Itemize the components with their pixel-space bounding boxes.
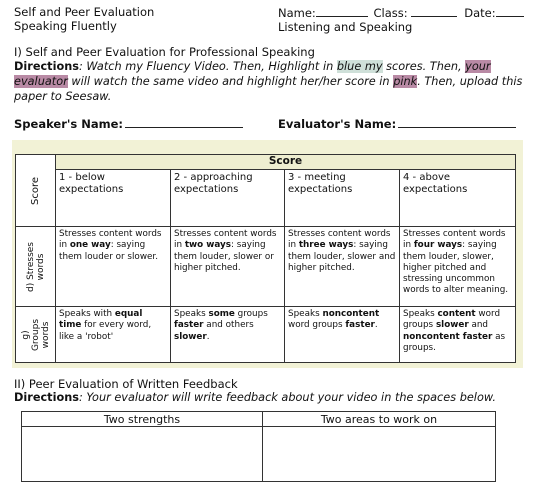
cell-text: Speaks with: [59, 309, 115, 319]
date-field[interactable]: [496, 5, 524, 17]
title-line-1: Self and Peer Evaluation: [14, 5, 155, 19]
level-2[interactable]: [171, 170, 285, 227]
cell-text: .: [206, 331, 210, 342]
cell-bold: slower: [174, 331, 207, 342]
groups-cell-3[interactable]: [285, 307, 400, 363]
row-label-stresses-line-2: words: [35, 253, 46, 280]
strengths-box[interactable]: [22, 427, 263, 482]
stresses-cell-4[interactable]: [400, 227, 516, 307]
row-label-stresses: [16, 227, 56, 307]
cell-bold: slower: [435, 320, 469, 331]
cell-bold: some: [208, 309, 235, 319]
cell-bold: content: [437, 309, 476, 319]
cell-text: groups: [234, 309, 268, 319]
level-3-num: 3 -: [288, 172, 302, 183]
cell-bold: three ways: [298, 240, 354, 251]
row-label-score-text: Score: [29, 176, 41, 205]
groups-cell-1[interactable]: [56, 307, 171, 363]
stresses-cell-2[interactable]: [171, 227, 285, 307]
cell-text: word groups: [403, 309, 501, 331]
directions-label: Directions: [14, 391, 79, 404]
name-label: Name:: [278, 6, 316, 20]
cell-bold: noncontent: [322, 309, 380, 319]
row-label-groups-line-2: Groups: [30, 318, 41, 351]
areas-header: Two areas to work on: [263, 412, 496, 427]
cell-text: for every word, like a 'robot': [59, 320, 152, 342]
evaluator-name-row: [278, 116, 516, 131]
cell-text: .: [374, 320, 378, 331]
strengths-header: Two strengths: [22, 412, 263, 427]
row-label-groups-line-1: g): [20, 329, 31, 340]
row-label-score: [16, 155, 56, 227]
directions-text-2: scores. Then,: [382, 60, 466, 73]
cell-text: word groups: [288, 320, 346, 331]
header-title: [14, 5, 154, 33]
name-field[interactable]: [316, 5, 368, 17]
directions-text-3: will watch the same video and highlight her/her score in: [67, 75, 394, 88]
cell-text: : saying them louder, slower and higher pitched.: [288, 240, 396, 273]
section-1-directions: [14, 59, 534, 104]
level-2-text: approaching expectations: [174, 172, 253, 195]
class-field[interactable]: [411, 5, 457, 17]
cell-text: : saying them louder, slower or higher pitched.: [174, 240, 274, 273]
cell-bold: one way: [69, 240, 111, 251]
row-label-stresses-text: [26, 242, 46, 292]
level-1-num: 1 -: [59, 172, 73, 183]
row-label-stresses-line-1: d) Stresses: [25, 241, 36, 292]
cell-text: and: [468, 320, 489, 331]
section-1-heading: I) Self and Peer Evaluation for Professional Speaking: [14, 45, 315, 59]
cell-bold: two ways: [184, 240, 232, 251]
row-label-groups-line-3: words: [40, 321, 51, 348]
section-2-directions-text: : Your evaluator will write feedback about your video in the spaces below.: [78, 391, 496, 404]
pink-highlight-text-1: your evaluator: [14, 60, 491, 88]
class-label: Class:: [373, 6, 408, 20]
groups-cell-4[interactable]: [400, 307, 516, 363]
cell-text: and others: [203, 320, 254, 331]
evaluator-name-field[interactable]: [398, 116, 516, 128]
evaluator-name-label: Evaluator's Name:: [278, 117, 397, 131]
pink-highlight-text-2: pink: [393, 75, 418, 88]
cell-text: Stresses content words in: [403, 229, 506, 251]
level-1[interactable]: [56, 170, 171, 227]
stresses-cell-1[interactable]: [56, 227, 171, 307]
cell-text: Speaks: [288, 309, 323, 319]
title-line-2: Speaking Fluently: [14, 19, 117, 33]
row-label-groups: [16, 307, 56, 363]
areas-box[interactable]: [263, 427, 496, 482]
blue-highlight-text: blue my: [336, 60, 383, 73]
cell-text: as groups.: [403, 331, 506, 353]
cell-bold: faster: [174, 320, 204, 331]
level-4[interactable]: [400, 170, 516, 227]
stresses-cell-3[interactable]: [285, 227, 400, 307]
cell-bold: faster: [345, 320, 375, 331]
score-header: Score: [56, 155, 516, 170]
cell-text: : saying them louder or slower.: [59, 240, 159, 262]
cell-text: Stresses content words in: [59, 229, 162, 251]
directions-text-4: . Then, upload this paper to Seesaw.: [14, 75, 523, 103]
cell-bold: four ways: [413, 240, 463, 251]
level-3-text: meeting expectations: [288, 172, 353, 195]
rubric-table: [15, 154, 516, 363]
section-2-directions: [14, 390, 534, 405]
cell-bold: noncontent faster: [403, 331, 493, 342]
speaker-name-field[interactable]: [125, 116, 243, 128]
date-label: Date:: [464, 6, 496, 20]
directions-label: Directions: [14, 60, 79, 73]
section-2-heading: II) Peer Evaluation of Written Feedback: [14, 377, 238, 391]
cell-text: Stresses content words in: [288, 229, 391, 251]
cell-text: Speaks: [174, 309, 209, 319]
header-fields: [278, 5, 524, 34]
cell-bold: equal time: [59, 309, 143, 331]
row-label-groups-text: [21, 318, 51, 350]
level-4-num: 4 -: [403, 172, 417, 183]
level-2-num: 2 -: [174, 172, 188, 183]
directions-text-1: : Watch my Fluency Video. Then, Highlight in: [78, 60, 337, 73]
speaker-name-row: [14, 116, 243, 131]
feedback-table: [21, 411, 496, 482]
cell-text: Speaks: [403, 309, 438, 319]
cell-text: : saying them louder, slower, higher pitched and stressing uncommon words to alter meaning.: [403, 240, 509, 296]
cell-text: Stresses content words in: [174, 229, 277, 251]
level-3[interactable]: [285, 170, 400, 227]
level-1-text: below expectations: [59, 172, 124, 195]
subtitle: Listening and Speaking: [278, 20, 413, 34]
groups-cell-2[interactable]: [171, 307, 285, 363]
speaker-name-label: Speaker's Name:: [14, 117, 124, 131]
level-4-text: above expectations: [403, 172, 468, 195]
